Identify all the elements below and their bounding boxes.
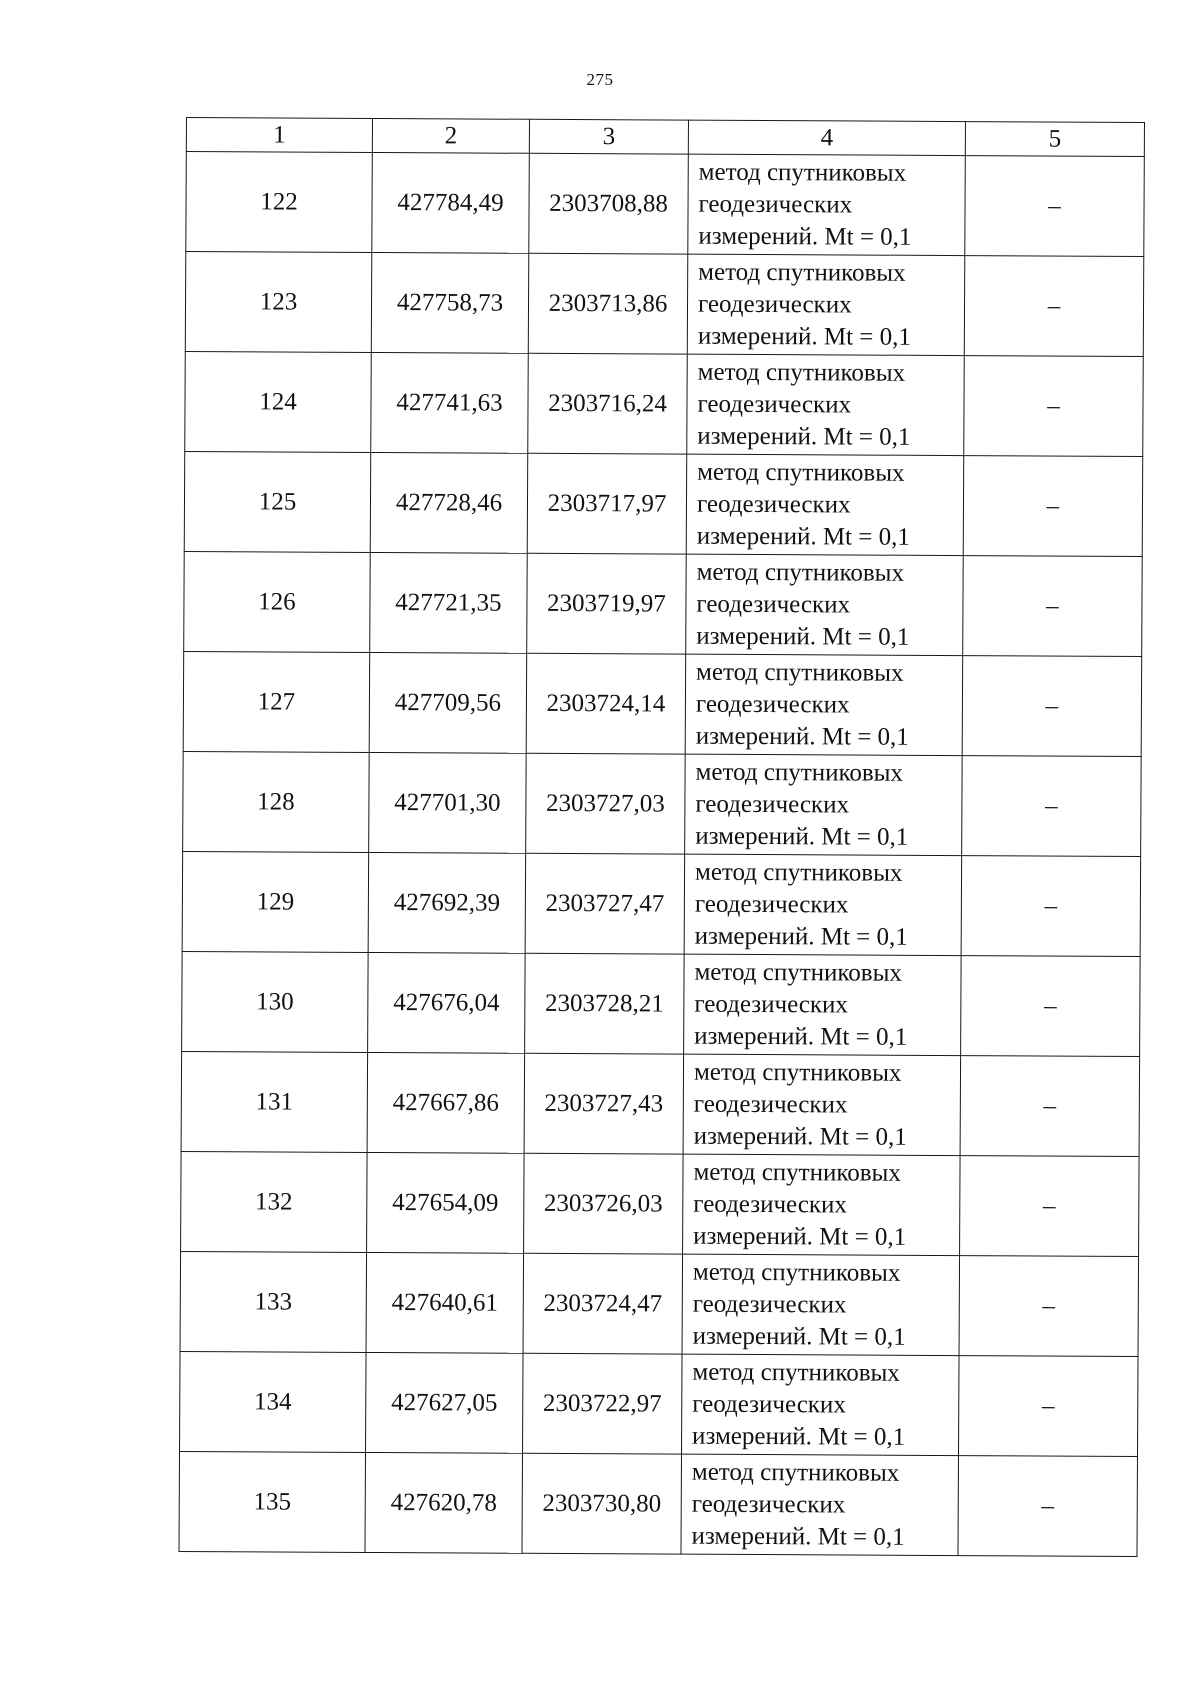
x-coordinate-cell [366,1252,524,1353]
method-cell [686,454,964,555]
note-cell-text: – [1045,792,1058,820]
x-coordinate-cell-text: 427667,86 [392,1088,500,1117]
point-number-cell-text: 129 [256,887,295,916]
table-body [179,152,1144,1557]
y-coordinate-cell [523,1353,683,1454]
header-col-5: 5 [965,122,1144,157]
method-cell [688,154,966,255]
y-coordinate-cell-text: 2303724,14 [546,689,666,718]
point-number-cell [180,1251,367,1352]
x-coordinate-cell-text: 427728,46 [395,488,503,517]
note-cell-text: – [1041,1391,1055,1420]
x-coordinate-cell [372,152,530,253]
point-number-cell [184,451,371,552]
table-row [181,1051,1140,1156]
note-cell-text: – [1044,992,1057,1020]
x-coordinate-cell [368,952,526,1053]
note-cell-text: – [1041,1491,1055,1520]
x-coordinate-cell-text: 427620,78 [390,1488,497,1517]
table-row [185,351,1144,456]
y-coordinate-cell-text: 2303727,43 [544,1089,664,1118]
note-cell-text: – [1042,1192,1056,1220]
method-cell [685,654,963,755]
y-coordinate-cell-text: 2303713,86 [548,289,668,318]
y-coordinate-cell-text: 2303717,97 [547,489,667,518]
point-number-cell [183,751,370,852]
y-coordinate-cell-text: 2303716,24 [548,389,667,418]
y-coordinate-cell [526,753,686,854]
method-cell-text: метод спутниковых геодезических измерений. Mt = 0,1 [692,1258,906,1351]
x-coordinate-cell-text: 427654,09 [392,1188,499,1217]
note-cell [962,756,1142,857]
note-cell-text: – [1042,1292,1056,1320]
x-coordinate-cell [371,352,529,453]
note-cell-text: – [1044,892,1058,920]
note-cell [961,856,1141,957]
note-cell [963,556,1143,657]
note-cell-text: – [1043,1092,1057,1120]
method-cell [684,954,962,1055]
point-number-cell-text: 134 [253,1387,292,1416]
x-coordinate-cell-text: 427676,04 [393,988,500,1017]
y-coordinate-cell [526,653,686,754]
x-coordinate-cell [371,252,529,353]
point-number-cell-text: 125 [258,487,297,516]
x-coordinate-cell [370,552,528,653]
method-cell [687,254,965,355]
x-coordinate-cell-text: 427709,56 [394,688,502,717]
table-row [184,551,1143,656]
method-cell-text: метод спутниковых геодезических измерений. Mt = 0,1 [696,458,910,551]
coordinates-table [178,117,1145,1557]
note-cell-text: – [1047,292,1061,320]
table-row [181,1151,1140,1256]
point-number-cell [181,1151,368,1252]
table-row [183,651,1142,756]
point-number-cell-text: 124 [259,387,297,416]
point-number-cell-text: 133 [254,1287,293,1316]
point-number-cell-text: 131 [255,1087,294,1116]
point-number-cell [185,252,372,353]
method-cell [682,1354,960,1455]
y-coordinate-cell-text: 2303719,97 [547,589,666,618]
y-coordinate-cell-text: 2303724,47 [543,1289,663,1318]
note-cell [962,656,1142,757]
table-row [185,252,1144,357]
y-coordinate-cell [522,1453,682,1554]
table-row [182,951,1141,1056]
point-number-cell-text: 127 [257,687,296,716]
y-coordinate-cell [529,153,689,254]
method-cell-text: метод спутниковых геодезических измерений. Mt = 0,1 [692,1358,906,1451]
y-coordinate-cell-text: 2303722,97 [542,1389,662,1418]
header-col-2: 2 [372,118,529,153]
note-cell-text: – [1047,392,1060,420]
table-row [180,1251,1139,1356]
method-cell [682,1254,960,1355]
x-coordinate-cell-text: 427784,49 [397,188,504,217]
y-coordinate-cell-text: 2303727,03 [545,789,665,818]
note-cell-text: – [1046,592,1059,620]
y-coordinate-cell [524,1053,684,1154]
method-cell-text: метод спутниковых геодезических измерений. Mt = 0,1 [691,1458,905,1551]
method-cell-text: метод спутниковых геодезических измерений. Mt = 0,1 [693,1158,907,1251]
method-cell-text: метод спутниковых геодезических измерений. Mt = 0,1 [695,758,909,851]
method-cell [684,854,962,955]
point-number-cell-text: 132 [255,1187,293,1216]
y-coordinate-cell [524,1153,684,1254]
point-number-cell-text: 126 [258,587,296,616]
header-col-3: 3 [529,119,688,154]
x-coordinate-cell-text: 427701,30 [394,788,501,817]
method-cell-text: метод спутниковых геодезических измерений. Mt = 0,1 [693,1058,907,1151]
point-number-cell [184,551,371,652]
point-number-cell [185,351,372,452]
y-coordinate-cell [525,953,685,1054]
y-coordinate-cell-text: 2303728,21 [544,989,664,1018]
method-cell [681,1454,959,1555]
y-coordinate-cell [528,253,688,354]
method-cell-text: метод спутниковых геодезических измерений. Mt = 0,1 [694,858,908,951]
method-cell-text: метод спутниковых геодезических измерений. Mt = 0,1 [697,358,911,451]
x-coordinate-cell-text: 427627,05 [391,1388,498,1417]
header-col-4: 4 [688,120,965,155]
y-coordinate-cell [527,453,687,554]
point-number-cell-text: 130 [256,987,294,1016]
y-coordinate-cell-text: 2303727,47 [545,889,665,918]
x-coordinate-cell-text: 427692,39 [393,888,501,917]
point-number-cell-text: 123 [259,287,298,316]
note-cell-text: – [1045,692,1059,720]
x-coordinate-cell [370,452,528,553]
note-cell [965,156,1145,257]
table-row [179,1451,1138,1556]
note-cell [960,1156,1140,1257]
note-cell [960,1056,1140,1157]
x-coordinate-cell-text: 427758,73 [396,288,504,317]
point-number-cell [182,851,369,952]
table-row [182,851,1141,956]
note-cell-text: – [1046,492,1060,520]
x-coordinate-cell [369,752,527,853]
point-number-cell [186,152,373,253]
note-cell [963,456,1143,557]
method-cell-text: метод спутниковых геодезических измерений. Mt = 0,1 [696,558,910,651]
y-coordinate-cell-text: 2303730,80 [542,1489,662,1518]
page-number: 275 [586,70,614,89]
note-cell [964,356,1144,457]
point-number-cell [182,951,369,1052]
method-cell-text: метод спутниковых геодезических измерений. Mt = 0,1 [698,158,912,251]
y-coordinate-cell [523,1253,683,1354]
x-coordinate-cell [367,1052,525,1153]
x-coordinate-cell [366,1352,524,1453]
table-row [183,751,1142,856]
note-cell [959,1256,1139,1357]
method-cell-text: метод спутниковых геодезических измерений. Mt = 0,1 [694,958,908,1051]
y-coordinate-cell [528,353,688,454]
y-coordinate-cell-text: 2303726,03 [543,1189,663,1218]
x-coordinate-cell [368,852,526,953]
note-cell [959,1356,1139,1457]
point-number-cell [183,651,370,752]
point-number-cell-text: 135 [253,1487,292,1516]
point-number-cell [181,1051,368,1152]
header-col-1: 1 [186,118,372,153]
note-cell [961,956,1141,1057]
method-cell [687,354,965,455]
x-coordinate-cell-text: 427741,63 [396,388,503,417]
table-header-row [186,118,1144,157]
y-coordinate-cell-text: 2303708,88 [549,189,668,218]
y-coordinate-cell [527,553,687,654]
x-coordinate-cell [365,1452,523,1553]
point-number-cell [180,1351,367,1452]
note-cell [964,256,1144,357]
table-row [180,1351,1139,1456]
table-row [186,152,1145,257]
method-cell-text: метод спутниковых геодезических измерений. Mt = 0,1 [695,658,909,751]
note-cell [958,1456,1138,1557]
x-coordinate-cell [367,1152,525,1253]
x-coordinate-cell-text: 427640,61 [391,1288,498,1317]
note-cell-text: – [1048,192,1061,220]
x-coordinate-cell [369,652,527,753]
method-cell [685,754,963,855]
point-number-cell [179,1451,366,1552]
method-cell [683,1154,961,1255]
method-cell-text: метод спутниковых геодезических измерений. Mt = 0,1 [697,258,912,351]
method-cell [683,1054,961,1155]
point-number-cell-text: 128 [257,787,295,816]
table-row [184,451,1143,556]
x-coordinate-cell-text: 427721,35 [395,588,502,617]
method-cell [686,554,964,655]
point-number-cell-text: 122 [260,187,298,216]
y-coordinate-cell [525,853,685,954]
